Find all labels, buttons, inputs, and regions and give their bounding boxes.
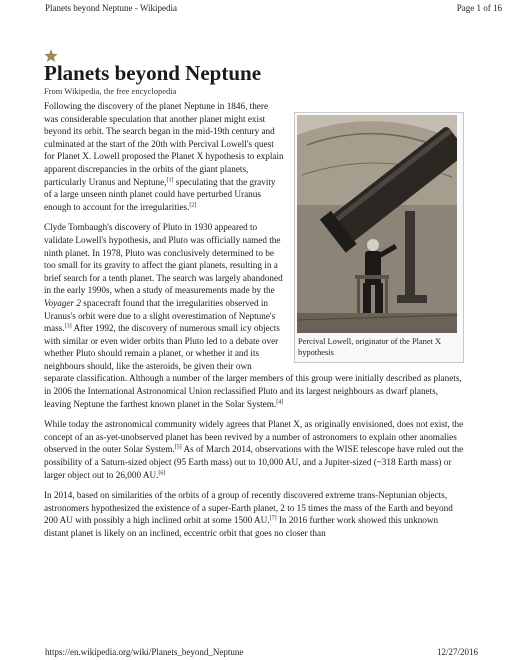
article-body [44, 100, 464, 548]
citation-link-3[interactable]: [3] [64, 323, 72, 330]
print-footer-url: https://en.wikipedia.org/wiki/Planets_beyond_Neptune [45, 647, 244, 657]
percival-lowell-photo[interactable] [297, 115, 457, 333]
paragraph-text: As of March 2014, observations with the WISE telescope have ruled out the possibility of a Saturn-sized object (95 Earth mass) out to 10,000 AU, and a Jupiter-sized (~318 Earth mass) or larger object out to 26,000 AU. [44, 444, 464, 480]
citation-link-2[interactable]: [2] [189, 202, 197, 209]
paragraph-text: speculating that the gravity of a large unseen ninth planet could have perturbed Uranus enough to account for the irregularities. [44, 176, 276, 212]
paragraph-text: After 1992, the discovery of numerous small icy objects with similar or even wider orbits than Pluto led to a debate over whether Pluto should remain a planet, or whether it and its neighbours should, like the asteroids, be given their own separate classification. Although a number of the larger members of this group were initially described as planets, in 2006 the International Astronomical Union reclassified Pluto and its largest neighbours as dwarf planets, leaving Neptune the farthest known planet in the Solar System. [44, 323, 462, 409]
citation-link-5[interactable]: [5] [174, 444, 182, 451]
figure-caption: Percival Lowell, originator of the Planet X hypothesis [298, 337, 442, 357]
citation-link-4[interactable]: [4] [276, 399, 284, 406]
page-subtitle: From Wikipedia, the free encyclopedia [44, 86, 177, 96]
citation-link-6[interactable]: [6] [158, 470, 166, 477]
paragraph-3 [44, 418, 464, 481]
paragraph-text: While today the astronomical community widely agrees that Planet X, as originally envisioned, does not exist, the concept of an as-yet-unobserved planet has been revived by a number of astronomers to explain other anomalies observed in the outer Solar System. [44, 419, 464, 455]
paragraph-text: spacecraft found that the irregularities observed in Uranus's orbit were due to a slight overestimation of Neptune's mass. [44, 297, 276, 334]
paragraph-text: Following the discovery of the planet Neptune in 1846, there was considerable speculation that another planet might exist beyond its orbit. The search began in the mid-19th century and culminated at the start of the 20th with Percival Lowell's quest for Planet X. Lowell proposed the Planet X hypothesis to explain apparent discrepancies in the orbits of the giant planets, particularly Uranus and Neptune, [44, 101, 284, 187]
print-footer-date: 12/27/2016 [436, 647, 478, 657]
lead-figure [294, 112, 464, 363]
citation-link-7[interactable]: [7] [269, 515, 277, 522]
paragraph-text: Clyde Tombaugh's discovery of Pluto in 1930 appeared to validate Lowell's hypothesis, and Pluto was officially named the ninth planet. In 1978, Pluto was conclusively determined to be too small for its gravity to affect the giant planets, resulting in a brief search for a tenth planet. The search was largely abandoned in the early 1990s, when a study of measurements made by the [44, 222, 283, 296]
spacecraft-name: Voyager 2 [44, 297, 81, 308]
citation-link-1[interactable]: [1] [166, 177, 174, 184]
print-page-number: Page 1 of 16 [456, 3, 502, 13]
page-title: Planets beyond Neptune [44, 61, 262, 85]
paragraph-text: In 2016 further work showed this unknown distant planet is likely on an inclined, eccentric orbit that goes no closer than [44, 515, 439, 538]
paragraph-4 [44, 489, 464, 539]
paragraph-text: In 2014, based on similarities of the orbits of a group of recently discovered extreme trans-Neptunian objects, astronomers hypothesized the existence of a super-Earth planet, 2 to 15 times the mass of the Earth and beyond 200 AU with possibly a high inclined orbit at some 1500 AU. [44, 490, 453, 526]
print-header-title: Planets beyond Neptune - Wikipedia [45, 3, 177, 13]
